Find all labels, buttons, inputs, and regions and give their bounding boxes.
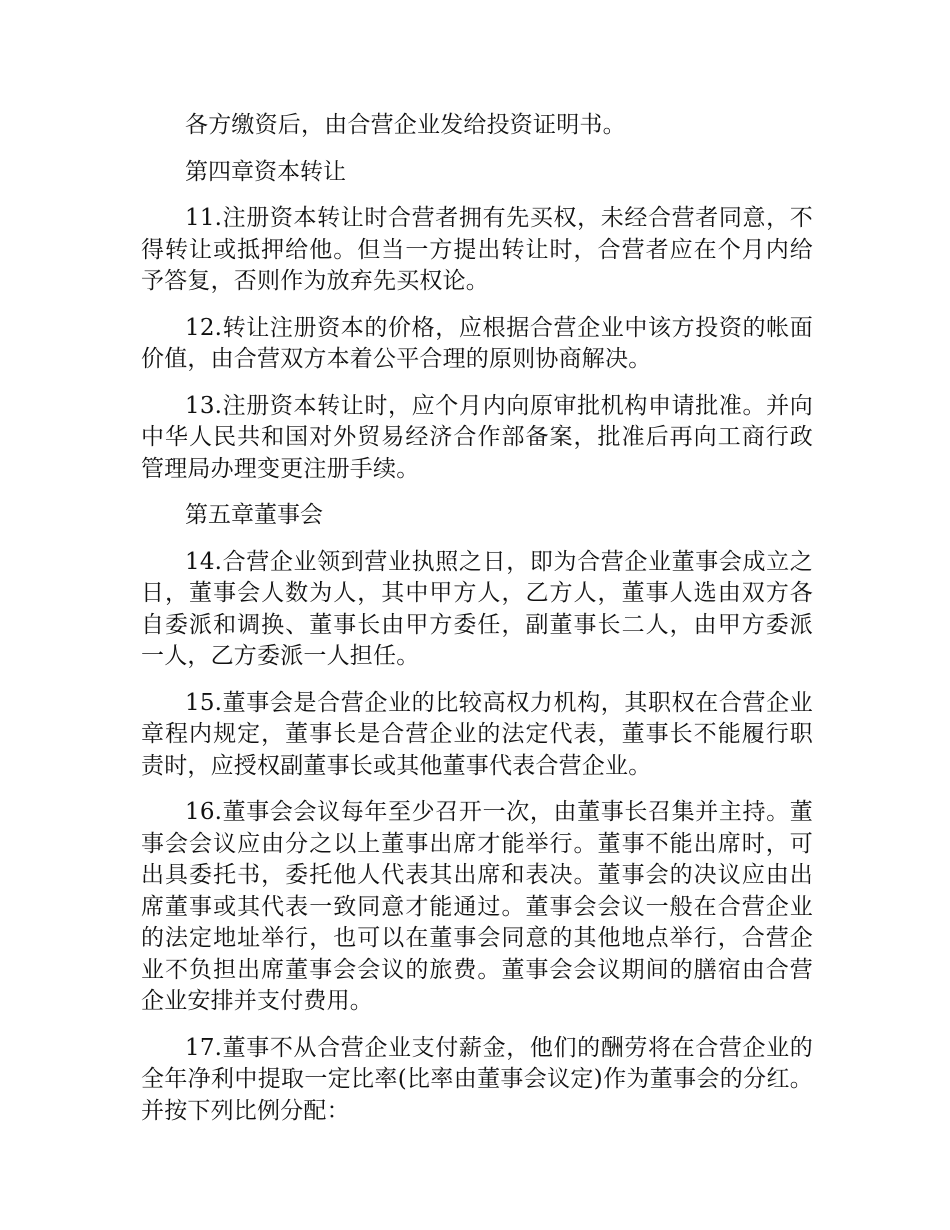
clause-11: 11.注册资本转让时合营者拥有先买权，未经合营者同意，不得转让或抵押给他。但当一方提出转让时，合营者应在个月内给予答复，否则作为放弃先买权论。 [141,205,813,294]
clause-12: 12.转让注册资本的价格，应根据合营企业中该方投资的帐面价值，由合营双方本着公平合理的原则协商解决。 [141,314,813,372]
chapter-5-heading: 第五章董事会 [185,502,323,528]
clause-16: 16.董事会会议每年至少召开一次，由董事长召集并主持。董事会会议应由分之以上董事出席才能举行。董事不能出席时，可出具委托书，委托他人代表其出席和表决。董事会的决议应由出席董事或其代表一致同意才能通过。董事会会议一般在合营企业的法定地址举行，也可以在董事会同意的其他地点举行，合营企业不负担出席董事会会议的旅费。董事会会议期间的膳宿由合营企业安排并支付费用。 [141,799,813,1014]
clause-14: 14.合营企业领到营业执照之日，即为合营企业董事会成立之日，董事会人数为人，其中甲方人，乙方人，董事人选由双方各自委派和调换、董事长由甲方委任，副董事长二人，由甲方委派一人，乙方委派一人担任。 [141,548,813,669]
chapter-4-heading: 第四章资本转让 [185,158,346,185]
clause-13: 13.注册资本转让时，应个月内向原审批机构申请批准。并向中华人民共和国对外贸易经济合作部备案，批准后再向工商行政管理局办理变更注册手续。 [141,392,813,482]
document-body [141,110,813,1142]
clause-17: 17.董事不从合营企业支付薪金，他们的酬劳将在合营企业的全年净利中提取一定比率(比率由董事会议定)作为董事会的分红。并按下列比例分配： [141,1034,813,1124]
clause-15: 15.董事会是合营企业的比较高权力机构，其职权在合营企业章程内规定，董事长是合营企业的法定代表，董事长不能履行职责时，应授权副董事长或其他董事代表合营企业。 [141,689,813,779]
paragraph-capital-certificate: 各方缴资后，由合营企业发给投资证明书。 [185,112,626,138]
